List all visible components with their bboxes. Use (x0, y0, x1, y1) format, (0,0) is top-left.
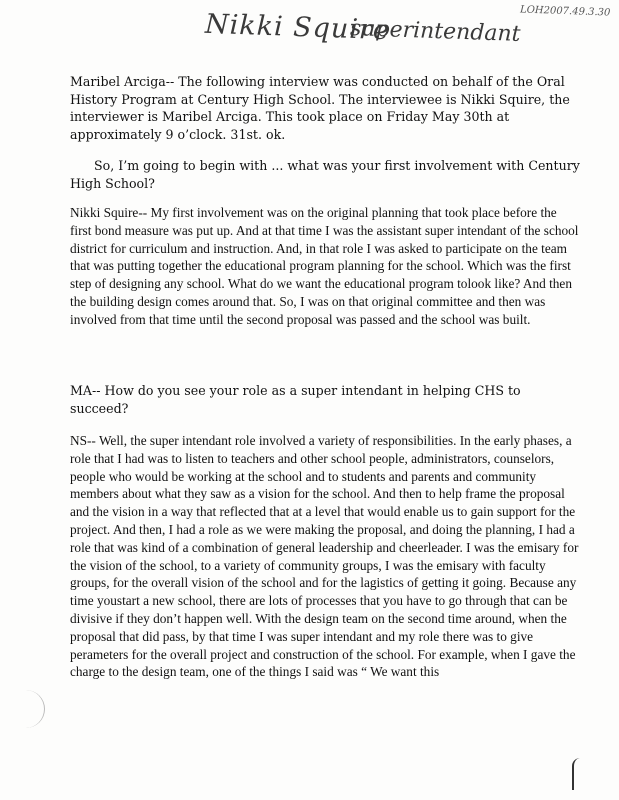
transcript-intro: Maribel Arciga-- The following interview was conducted on behalf of the Oral History Program at Century High School. The interviewee is Nikki Squire, the interviewer is Maribel Arciga. This took place on Friday May 30th at approximately 9 o’clock. 31st. ok. (70, 74, 570, 142)
scan-margin-mark-left (24, 690, 45, 728)
scan-margin-mark-right (572, 758, 584, 790)
transcript-question-1: So, I’m going to begin with ... what was your first involvement with Century High School? (70, 158, 580, 191)
handwritten-interviewee-title: superintendant (349, 16, 521, 47)
handwritten-interviewee-name: Nikki Squire (204, 8, 391, 47)
handwritten-archive-code: LOH2007.49.3.30 (519, 4, 611, 19)
transcript-answer-1: Nikki Squire-- My first involvement was on the original planning that took place before the first bond measure was put up. And at that time I was the assistant super intendant of the school district for curriculum and instruction. And, in that role I was asked to participate on the team that was putting together the educational program planning for the school. Which was the first step of designing any school. What do we want the educational program tolook like? And then the building design comes around that. So, I was on that original committee and then was involved from that time until the second proposal was passed and the school was built. (70, 205, 579, 327)
transcript-answer-2: NS-- Well, the super intendant role involved a variety of responsibilities. In the early phases, a role that I had was to listen to teachers and other school people, administrators, counselors, people who would be working at the school and to students and parents and community members about what they saw as a vision for the school. And then to help frame the proposal and the vision in a way that reflected that at a level that would enable us to gain support for the project. And then, I had a role as we were making the proposal, and doing the planning, I had a role that was kind of a combination of general leadership and cheerleader. I was the emisary for the vision of the school, to a variety of community groups, I was the emisary with faculty groups, for the overall vision of the school and for the lagistics of getting it going. Because any time youstart a new school, there are lots of processes that you have to go through that can be divisive if they don’t happen well. With the design team on the second time around, when the proposal that did pass, by that time I was super intendant and my role there was to give perameters for the overall project and construction of the school. For example, when I gave the charge to the design team, one of the things I said was “ We want this (70, 433, 579, 680)
transcript-question-2: MA-- How do you see your role as a super intendant in helping CHS to succeed? (70, 383, 521, 416)
